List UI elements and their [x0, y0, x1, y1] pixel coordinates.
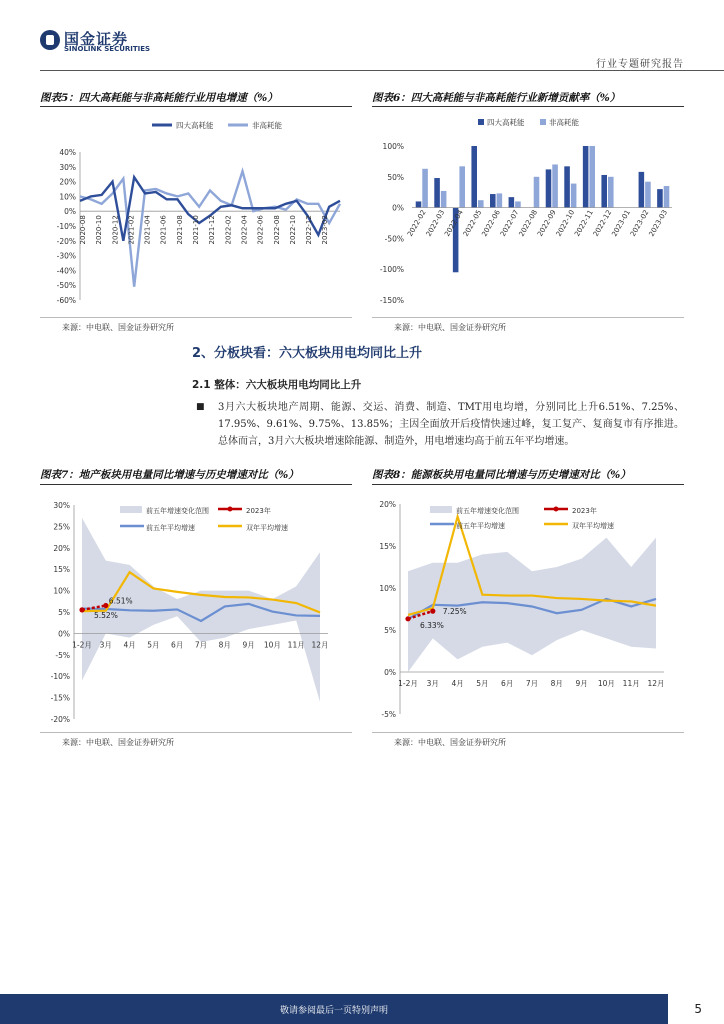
fig6-ytick-label: 100% — [382, 142, 404, 151]
footer-disclaimer: 敬请参阅最后一页特别声明 — [279, 1006, 388, 1016]
fig8-point-2023 — [430, 609, 435, 614]
logo-subtitle: SINOLINK SECURITIES — [64, 45, 151, 53]
fig5-xtick-label: 2021-08 — [175, 215, 184, 245]
fig5-ytick-label: -50% — [56, 281, 76, 291]
body-paragraph: 3月六大板块地产周期、能源、交运、消费、制造、TMT用电均增，分别同比上升6.51%、7.25%、17.95%、9.61%、9.75%、13.85%；主因全面放开后疫情快速过峰，复工复产、复商复市有序推进。总体而言，3月六大板块增速除能源、制造外，用电增速均高于前五年平均增速。 — [218, 402, 684, 447]
fig6-bar-non — [459, 166, 465, 207]
fig8-legend-2023: 2023年 — [572, 507, 597, 515]
fig6-source-divider — [372, 317, 684, 318]
fig6-xtick-label: 2023-01 — [610, 208, 632, 238]
fig6-bar-high — [601, 175, 607, 208]
fig6-xtick-label: 2022-03 — [424, 208, 447, 238]
fig7-legend-marker-2023 — [228, 507, 233, 512]
fig7-legend — [120, 506, 288, 532]
fig7-ytick-label: 30% — [53, 501, 70, 510]
fig7-title: 图表7：地产板块用电量同比增速与历史增速对比（%） — [40, 469, 299, 481]
fig7-xtick-label: 6月 — [171, 640, 184, 650]
fig5-ytick-label: 20% — [59, 177, 76, 187]
fig8-xtick-label: 6月 — [501, 679, 514, 688]
fig6-xtick-label: 2022-12 — [591, 208, 614, 238]
fig6-bar-high — [583, 146, 589, 208]
fig7-xtick-label: 8月 — [218, 640, 231, 650]
fig8-xtick-label: 12月 — [647, 679, 665, 688]
fig8-xtick-label: 5月 — [476, 679, 489, 688]
fig7-xtick-label: 3月 — [99, 640, 112, 650]
fig6-xtick-label: 2022-08 — [517, 208, 540, 238]
fig6-legend-swatch-non — [540, 119, 546, 125]
fig5-ytick-label: -10% — [56, 222, 76, 231]
fig7-xtick-label: 12月 — [311, 640, 329, 650]
fig7-legend-avg5: 前五年平均增速 — [146, 524, 195, 532]
fig5-ytick-label: 30% — [59, 162, 76, 172]
fig7-point-2023 — [103, 603, 108, 608]
fig8-legend-band: 前五年增速变化范围 — [456, 507, 519, 515]
fig5-ytick-label: -20% — [56, 236, 76, 246]
fig7-legend-2023: 2023年 — [246, 507, 271, 515]
fig6-title: 图表6：四大高耗能与非高耗能行业新增贡献率（%） — [372, 92, 621, 104]
fig7-chart — [40, 490, 352, 730]
fig7-title-underline — [40, 484, 352, 485]
fig6-ytick-label: -100% — [379, 265, 404, 275]
fig6-ytick-label: -150% — [379, 296, 404, 305]
fig7-ytick-label: -10% — [50, 672, 70, 682]
fig6-legend-swatch-high — [478, 119, 484, 125]
fig8-xtick-label: 8月 — [550, 679, 563, 688]
fig5-ytick-label: 40% — [59, 148, 76, 157]
fig6-bar-non — [589, 146, 595, 208]
fig7-ytick-label: 10% — [53, 586, 70, 596]
fig6-bar-non — [645, 182, 651, 208]
fig7-ytick-label: 0% — [58, 629, 70, 639]
fig6-xtick-label: 2022-11 — [573, 208, 595, 238]
fig7-ytick-label: 20% — [53, 543, 70, 553]
fig7-ytick-label: 15% — [53, 565, 70, 575]
fig8-annotation-mar: 7.25% — [442, 607, 467, 617]
fig7-ytick-label: 25% — [53, 522, 70, 532]
fig5-xtick-label: 2020-10 — [95, 215, 104, 245]
fig7-xtick-label: 10月 — [263, 640, 281, 650]
fig6-bar-high — [639, 172, 645, 208]
fig6-xtick-label: 2022-10 — [554, 208, 577, 238]
fig7-ytick-label: 5% — [58, 608, 70, 617]
report-type: 行业专题研究报告 — [596, 59, 684, 70]
fig6-xtick-label: 2022-04 — [443, 208, 465, 238]
fig6-ytick-label: -50% — [384, 234, 404, 244]
fig7-xtick-label: 11月 — [287, 640, 305, 650]
fig5-xtick-label: 2023-02 — [321, 215, 330, 245]
fig6-legend — [478, 117, 579, 127]
fig6-bar-non — [664, 186, 670, 208]
fig8-xtick-label: 4月 — [451, 679, 464, 688]
header-divider — [40, 70, 724, 71]
fig8-xtick-label: 11月 — [622, 679, 640, 688]
fig8-xtick-label: 7月 — [525, 679, 539, 688]
fig6-legend-high: 四大高耗能 — [487, 118, 525, 127]
fig5-legend — [152, 120, 282, 130]
fig5-chart — [40, 110, 352, 310]
fig8-source-divider — [372, 732, 684, 733]
fig6-xtick-label: 2023-02 — [628, 208, 651, 238]
fig6-title-underline — [372, 106, 684, 107]
fig6-xtick-label: 2022-09 — [536, 208, 558, 238]
fig6-bar-non — [608, 177, 614, 208]
fig7-ytick-label: -20% — [50, 715, 70, 724]
fig6-bar-high — [657, 189, 663, 207]
fig8-legend-swatch-band — [430, 506, 452, 513]
fig8-chart — [372, 490, 684, 730]
fig8-ytick-label: 20% — [379, 500, 396, 509]
fig5-ytick-label: -60% — [56, 296, 76, 305]
fig6-bar-high — [471, 146, 477, 208]
fig5-xtick-label: 2020-08 — [79, 215, 87, 245]
fig6-legend-non: 非高耗能 — [549, 118, 579, 127]
fig6-xtick-label: 2022-07 — [498, 208, 521, 238]
fig5-ytick-label: -40% — [56, 266, 76, 276]
fig5-xtick-label: 2022-02 — [224, 215, 233, 245]
fig7-xtick-label: 4月 — [123, 640, 136, 650]
fig6-bar-high — [509, 197, 515, 207]
fig6-bar-high — [434, 178, 440, 208]
fig8-ytick-label: 0% — [384, 668, 396, 677]
fig7-xtick-label: 1-2月 — [72, 640, 92, 650]
fig5-title-underline — [40, 106, 352, 107]
fig7-ytick-label: -5% — [55, 650, 70, 660]
fig6-xtick-label: 2022-05 — [461, 208, 484, 238]
fig5-xtick-label: 2022-06 — [256, 215, 265, 245]
fig8-xtick-label: 3月 — [426, 679, 439, 688]
fig5-legend-high: 四大高耗能 — [176, 121, 214, 130]
fig6-xtick-label: 2022-06 — [480, 208, 502, 238]
fig6-ytick-label: 50% — [387, 172, 404, 182]
fig8-xtick-label: 9月 — [575, 679, 588, 688]
bullet-icon: ■ — [196, 402, 205, 412]
section-title: 2、分板块看：六大板块用电均同比上升 — [192, 346, 423, 361]
fig6-bar-non — [441, 191, 447, 208]
fig7-legend-swatch-band — [120, 506, 142, 513]
fig5-xtick-label: 2021-06 — [159, 215, 168, 245]
fig5-title: 图表5：四大高耗能与非高耗能行业用电增速（%） — [40, 92, 278, 104]
fig6-bar-non — [552, 164, 558, 207]
fig6-bar-non — [497, 193, 503, 207]
fig8-legend-marker-2023 — [554, 507, 559, 512]
fig7-source: 来源：中电联、国金证券研究所 — [62, 738, 174, 747]
fig7-annotation-jan: 5.52% — [94, 610, 118, 620]
fig8-xtick-label: 1-2月 — [398, 679, 418, 688]
fig6-bar-non — [422, 169, 428, 208]
fig8-title: 图表8：能源板块用电量同比增速与历史增速对比（%） — [372, 469, 631, 481]
fig5-xtick-label: 2021-10 — [192, 215, 201, 245]
fig6-ytick-label: 0% — [392, 203, 404, 213]
fig6-source: 来源：中电联、国金证券研究所 — [394, 323, 506, 332]
fig6-xtick-label: 2023-03 — [647, 208, 670, 238]
fig7-xtick-label: 5月 — [147, 640, 160, 650]
fig6-bar-non — [478, 200, 484, 207]
logo-text: 国金证券 — [64, 30, 129, 48]
fig8-legend-avg5: 前五年平均增速 — [456, 522, 505, 530]
fig8-source: 来源：中电联、国金证券研究所 — [394, 738, 506, 747]
fig8-annotation-jan: 6.33% — [420, 620, 444, 630]
subsection-title: 2.1 整体：六大板块用电均同比上升 — [192, 379, 362, 391]
fig7-xtick-label: 9月 — [242, 640, 255, 650]
page-number: 5 — [694, 1002, 702, 1016]
fig8-xtick-label: 10月 — [597, 679, 615, 688]
fig7-legend-avg2: 双年平均增速 — [246, 524, 288, 532]
fig8-ytick-label: 5% — [384, 626, 396, 635]
fig5-ytick-label: 10% — [59, 192, 76, 202]
fig5-xtick-label: 2022-12 — [305, 215, 314, 245]
fig7-xtick-label: 7月 — [194, 640, 208, 650]
fig5-ytick-label: 0% — [64, 207, 76, 217]
fig6-bar-non — [571, 184, 577, 208]
fig6-chart — [372, 110, 684, 310]
fig8-ytick-label: -5% — [381, 710, 396, 719]
fig5-xtick-label: 2022-10 — [288, 215, 297, 245]
fig6-bar-non — [534, 177, 540, 208]
fig5-xtick-label: 2022-08 — [272, 215, 281, 245]
fig5-source: 来源：中电联、国金证券研究所 — [62, 323, 174, 332]
fig5-xtick-label: 2021-02 — [127, 215, 136, 245]
fig5-ytick-label: -30% — [56, 251, 76, 261]
logo-icon — [40, 30, 60, 50]
fig8-ytick-label: 10% — [379, 584, 396, 593]
fig8-point-2023 — [405, 616, 410, 621]
fig5-xtick-label: 2022-04 — [240, 215, 249, 245]
fig6-bar-high — [416, 201, 422, 207]
fig6-bar-high — [490, 194, 496, 208]
fig7-ytick-label: -15% — [50, 693, 70, 703]
fig8-title-underline — [372, 484, 684, 485]
fig8-legend-avg2: 双年平均增速 — [572, 522, 614, 530]
fig5-source-divider — [40, 317, 352, 318]
fig5-xtick-label: 2021-12 — [208, 215, 217, 245]
fig6-xtick-label: 2022-02 — [406, 208, 428, 238]
fig5-xtick-label: 2020-12 — [111, 215, 120, 245]
fig5-legend-non: 非高耗能 — [252, 121, 282, 130]
fig7-annotation-mar: 6.51% — [108, 596, 133, 606]
fig7-source-divider — [40, 732, 352, 733]
fig6-bar-high — [564, 166, 570, 207]
fig8-ytick-label: 15% — [379, 542, 396, 551]
fig7-point-2023 — [79, 607, 84, 612]
fig5-xtick-label: 2021-04 — [143, 215, 152, 245]
fig6-bar-non — [515, 201, 521, 207]
fig6-bar-high — [546, 169, 552, 207]
fig7-legend-band: 前五年增速变化范围 — [146, 507, 209, 515]
